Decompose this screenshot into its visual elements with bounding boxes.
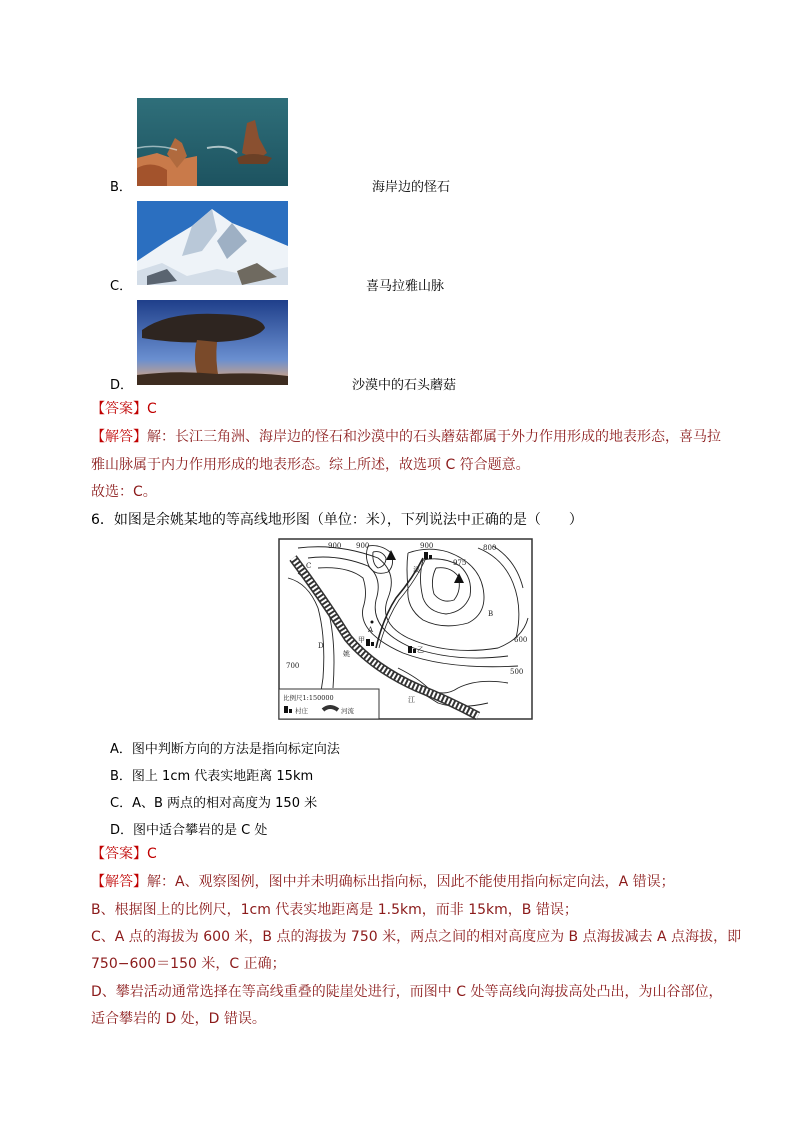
mushroom-rock-photo — [137, 300, 288, 385]
contour-600-label: 600 — [514, 636, 528, 644]
jia-label: 甲 — [358, 636, 365, 644]
contour-map — [278, 538, 533, 720]
q6-analysis-line3: C、A 点的海拔为 600 米，B 点的海拔为 750 米，两点之间的相对高度应为 B 点海拔减去 A 点海拔，即 — [91, 929, 742, 945]
river-label-1: 溪 — [413, 566, 420, 574]
q6-option-d: D．图中适合攀岩的是 C 处 — [110, 823, 268, 838]
legend-village-label: 村庄 — [295, 707, 308, 715]
point-a-label: A — [368, 626, 374, 634]
option-d-caption: 沙漠中的石头蘑菇 — [352, 378, 457, 393]
point-b-label: B — [488, 610, 494, 618]
q6-analysis-line2: B、根据图上的比例尺，1cm 代表实地距离是 1.5km，而非 15km，B 错误； — [91, 902, 578, 918]
contour-900-label-b: 900 — [356, 542, 370, 550]
q6-answer: 【答案】C — [91, 846, 157, 862]
q6-analysis-line5: D、攀岩活动通常选择在等高线重叠的陡崖处进行，而图中 C 处等高线向海拔高处凸出，为山谷部位， — [91, 984, 723, 1000]
answer-label: 【答案】 — [91, 401, 147, 417]
q6-option-a: A．图中判断方向的方法是指向标定向法 — [110, 742, 340, 757]
q5-answer — [91, 396, 157, 422]
point-c-label: C — [306, 562, 312, 570]
option-d-letter: D． — [110, 378, 134, 393]
q6-analysis-line4: 750−600＝150 米，C 正确； — [91, 956, 286, 972]
q6-analysis-line1: 【解答】解：A、观察图例，图中并未明确标出指向标，因此不能使用指向标定向法，A 错误； — [91, 874, 675, 890]
option-b-letter: B． — [110, 180, 132, 195]
river-label-2: 姚 — [343, 650, 350, 658]
contour-975-label: 975 — [453, 559, 467, 567]
q5-analysis-line2: 雅山脉属于内力作用形成的地表形态。综上所述，故选项 C 符合题意。 — [91, 457, 530, 473]
contour-500-label: 500 — [510, 668, 524, 676]
point-d-label: D — [318, 642, 324, 650]
coastal-rock-photo — [137, 98, 288, 186]
option-c-caption: 喜马拉雅山脉 — [366, 279, 445, 294]
yi-label: 乙 — [417, 646, 424, 654]
legend-river-label: 河流 — [341, 707, 354, 715]
q6-option-c: C．A、B 两点的相对高度为 150 米 — [110, 796, 318, 811]
q6-stem: 6．如图是余姚某地的等高线地形图（单位：米），下列说法中正确的是（ ） — [91, 512, 583, 528]
option-b-caption: 海岸边的怪石 — [372, 180, 451, 195]
option-c-letter: C． — [110, 279, 133, 294]
contour-900-label-a: 900 — [328, 542, 342, 550]
q6-analysis-line6: 适合攀岩的 D 处，D 错误。 — [91, 1011, 266, 1027]
q6-option-b: B．图上 1cm 代表实地距离 15km — [110, 769, 314, 784]
answer-value: C — [147, 401, 157, 417]
contour-700-label: 700 — [286, 662, 300, 670]
scale-label: 比例尺1:150000 — [283, 694, 334, 702]
q5-conclusion: 故选：C。 — [91, 484, 157, 500]
himalaya-photo — [137, 201, 288, 285]
contour-800-label: 800 — [483, 544, 497, 552]
analysis-label: 【解答】 — [91, 429, 147, 445]
river-label-3: 江 — [408, 696, 415, 704]
q5-analysis-line1: 【解答】解：长江三角洲、海岸边的怪石和沙漠中的石头蘑菇都属于外力作用形成的地表形态，喜马拉 — [91, 429, 721, 445]
contour-900-label-c: 900 — [420, 542, 434, 550]
